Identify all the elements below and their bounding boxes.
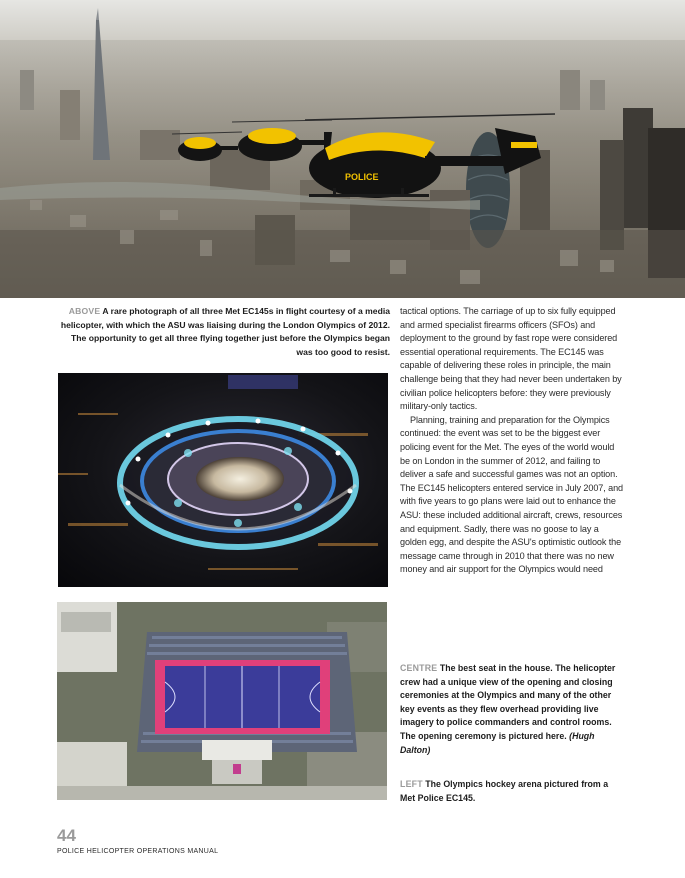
arena-illustration — [57, 602, 387, 800]
caption-centre-lead: CENTRE — [400, 663, 438, 673]
caption-left — [400, 778, 622, 805]
caption-left-text: The Olympics hockey arena pictured from a Met Police EC145. — [400, 779, 609, 803]
publication-title: POLICE HELICOPTER OPERATIONS MANUAL — [57, 848, 219, 855]
body-paragraph-1: tactical options. The carriage of up to six fully equipped and armed specialist firearms officers (SFOs) and deployment to the ground by fast rope were considered essential operational requirements. The EC145 was capable of delivering these roles in principle, the main challenge being that they had never been undertaken by civilian police helicopters before: they were previously military-only tactics. — [400, 306, 622, 412]
helicopter-livery-text: POLICE — [345, 172, 379, 182]
body-text-column — [400, 305, 625, 577]
stadium-illustration — [58, 373, 388, 587]
opening-ceremony-photo — [58, 373, 388, 587]
hockey-arena-photo — [57, 602, 387, 800]
caption-centre-text: The best seat in the house. The helicopter crew had a unique view of the opening and closing ceremonies at the Olympics and many of the other key events as they flew overhead providing live imagery to police commanders and control rooms. The opening ceremony is pictured here. — [400, 663, 616, 741]
caption-above-lead: ABOVE — [68, 306, 101, 316]
caption-left-lead: LEFT — [400, 779, 423, 789]
hero-photo-helicopters — [0, 0, 685, 298]
caption-above — [60, 305, 390, 359]
caption-centre — [400, 662, 622, 757]
helicopter-front-icon — [305, 108, 555, 204]
page-number: 44 — [57, 826, 76, 845]
body-paragraph-2: Planning, training and preparation for the Olympics continued: the event was set to be the biggest ever policing event for the Met. The eyes of the world would be on London in the summer of 2012, and failing to deliver a safe and successful games was not an option. The EC145 helicopters entered service in July 2007, and with five years to go plans were laid out to enhance the ASU: these included additional aircraft, crews, resources and equipment. Sadly, there was no goose to lay a golden egg, and despite the ASU's optimistic outlook the message came through in 2010 that there was no new money and air support for the Olympics would need — [400, 414, 623, 575]
caption-centre-credit: (Hugh Dalton) — [400, 730, 595, 755]
caption-above-text: A rare photograph of all three Met EC145s in flight courtesy of a media helicopter, with which the ASU was liaising during the London Olympics of 2012. The opportunity to get all three flying together just before the Olympics began was too good to resist. — [60, 306, 390, 357]
